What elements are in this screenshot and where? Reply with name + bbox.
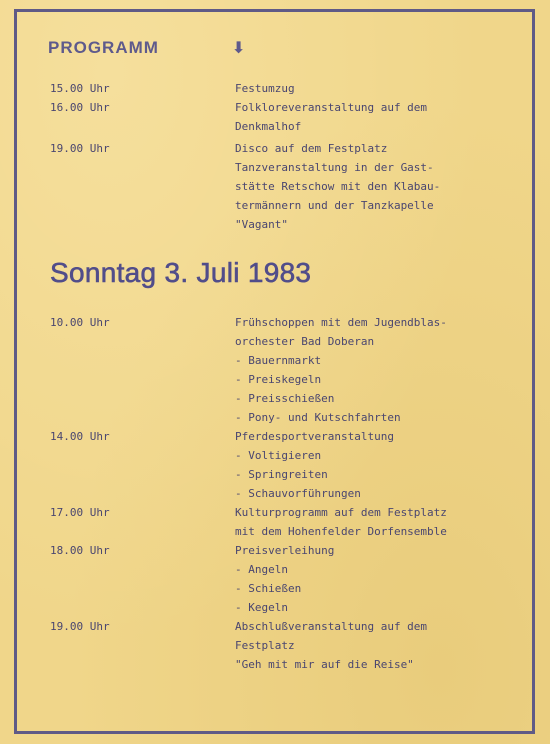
event-line: orchester Bad Doberan	[235, 335, 375, 348]
event-line: Frühschoppen mit dem Jugendblas-	[235, 316, 447, 329]
event-line: - Springreiten	[235, 468, 328, 481]
event-line: mit dem Hohenfelder Dorfensemble	[235, 525, 447, 538]
event-line: - Preiskegeln	[235, 373, 322, 386]
event-line: - Schauvorführungen	[235, 487, 361, 500]
event-time: 16.00 Uhr	[50, 101, 110, 114]
event-line: - Bauernmarkt	[235, 354, 322, 367]
event-line: stätte Retschow mit den Klabau-	[235, 180, 441, 193]
event-time: 10.00 Uhr	[50, 316, 110, 329]
event-line: Festumzug	[235, 82, 295, 95]
event-time: 19.00 Uhr	[50, 142, 110, 155]
event-time: 15.00 Uhr	[50, 82, 110, 95]
down-arrow-icon: ⬇	[232, 38, 246, 57]
event-line: Kulturprogramm auf dem Festplatz	[235, 506, 447, 519]
event-time: 17.00 Uhr	[50, 506, 110, 519]
event-time: 14.00 Uhr	[50, 430, 110, 443]
program-title: PROGRAMM	[48, 38, 159, 57]
event-line: Denkmalhof	[235, 120, 302, 133]
event-time: 19.00 Uhr	[50, 620, 110, 633]
event-line: Folkloreveranstaltung auf dem	[235, 101, 428, 114]
event-line: - Angeln	[235, 563, 288, 576]
event-line: Tanzveranstaltung in der Gast-	[235, 161, 434, 174]
event-line: Preisverleihung	[235, 544, 335, 557]
event-line: - Kegeln	[235, 601, 288, 614]
event-line: Festplatz	[235, 639, 295, 652]
event-line: Abschlußveranstaltung auf dem	[235, 620, 428, 633]
event-line: Disco auf dem Festplatz	[235, 142, 388, 155]
event-line: termännern und der Tanzkapelle	[235, 199, 434, 212]
event-line: Pferdesportveranstaltung	[235, 430, 394, 443]
event-line: - Voltigieren	[235, 449, 322, 462]
event-line: - Pony- und Kutschfahrten	[235, 411, 401, 424]
event-line: "Geh mit mir auf die Reise"	[235, 658, 414, 671]
event-time: 18.00 Uhr	[50, 544, 110, 557]
event-line: - Preisschießen	[235, 392, 335, 405]
day-heading: Sonntag 3. Juli 1983	[50, 257, 312, 288]
event-line: - Schießen	[235, 582, 302, 595]
event-line: "Vagant"	[235, 218, 288, 231]
